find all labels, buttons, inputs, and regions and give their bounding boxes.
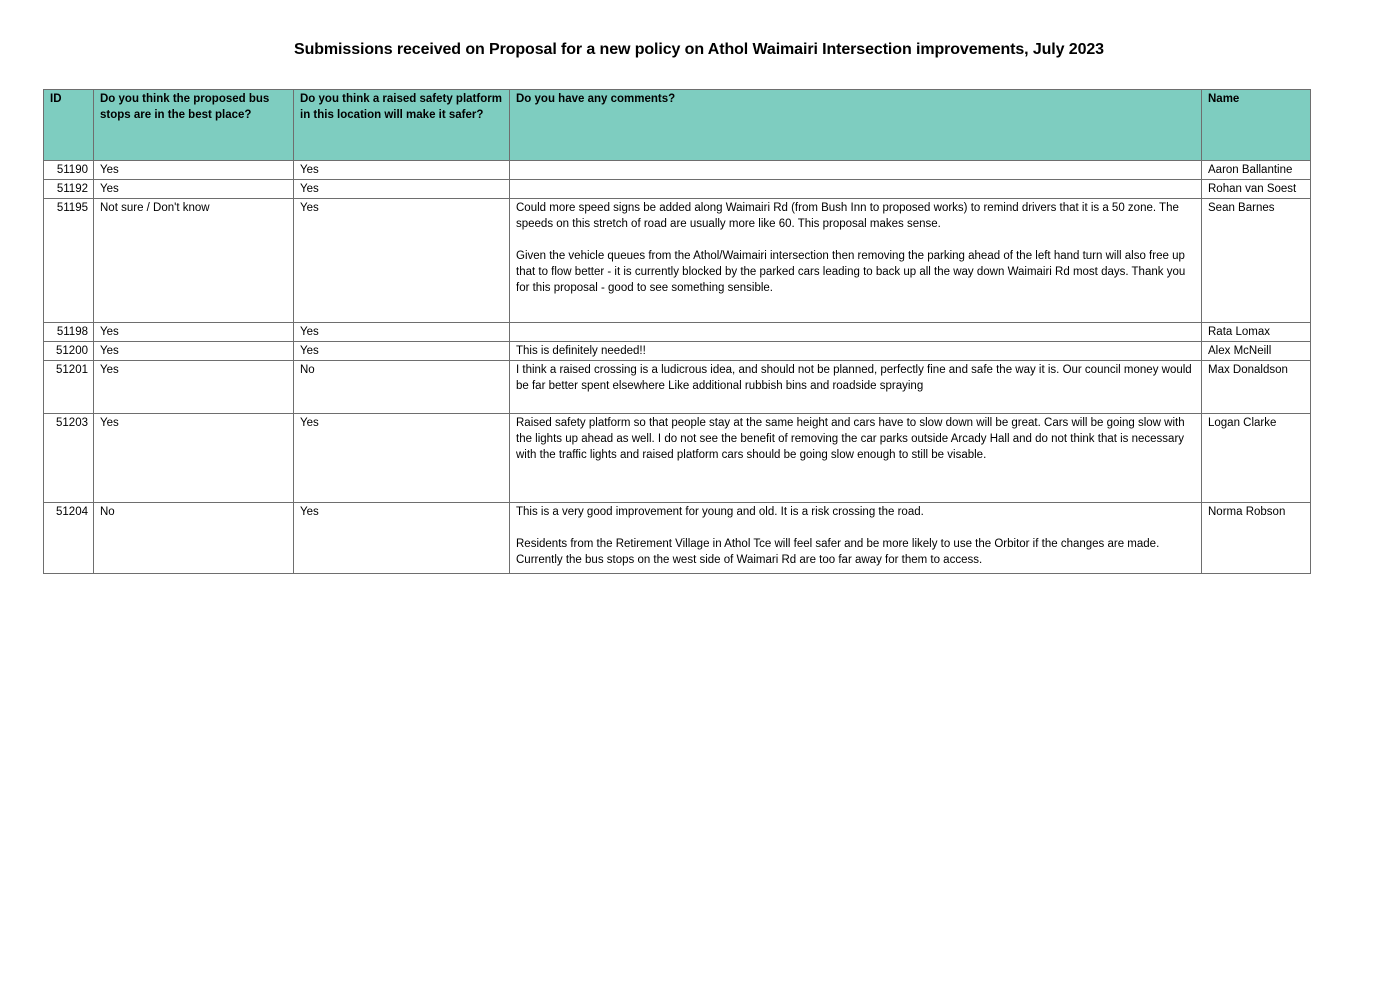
- cell-platform: Yes: [294, 342, 510, 361]
- comment-paragraph: This is definitely needed!!: [516, 345, 646, 357]
- cell-comments: [510, 161, 1202, 180]
- table-row: [44, 323, 1311, 342]
- cell-name: Rohan van Soest: [1202, 180, 1311, 199]
- document-title: Submissions received on Proposal for a new policy on Athol Waimairi Intersection improvements, July 2023: [294, 41, 1104, 58]
- cell-name: Sean Barnes: [1202, 199, 1311, 323]
- cell-name: Aaron Ballantine: [1202, 161, 1311, 180]
- table-row: [44, 199, 1311, 323]
- cell-bus-stops: No: [94, 503, 294, 574]
- cell-platform: Yes: [294, 161, 510, 180]
- header-comments: Do you have any comments?: [510, 90, 1202, 161]
- cell-name: Logan Clarke: [1202, 414, 1311, 503]
- cell-platform: Yes: [294, 323, 510, 342]
- cell-comments: [510, 199, 1202, 323]
- cell-bus-stops: Yes: [94, 342, 294, 361]
- cell-name: Norma Robson: [1202, 503, 1311, 574]
- table-row: [44, 414, 1311, 503]
- cell-bus-stops: Yes: [94, 323, 294, 342]
- header-bus-stops: Do you think the proposed bus stops are in the best place?: [94, 90, 294, 161]
- cell-name: Alex McNeill: [1202, 342, 1311, 361]
- cell-platform: Yes: [294, 503, 510, 574]
- cell-comments: [510, 361, 1202, 414]
- cell-bus-stops: Yes: [94, 161, 294, 180]
- table-row: [44, 361, 1311, 414]
- cell-comments: [510, 323, 1202, 342]
- cell-id: 51195: [44, 199, 94, 323]
- submissions-table: [43, 89, 1311, 574]
- cell-id: 51203: [44, 414, 94, 503]
- table-row: [44, 180, 1311, 199]
- table-header-row: [44, 90, 1311, 161]
- cell-platform: Yes: [294, 414, 510, 503]
- cell-platform: No: [294, 361, 510, 414]
- cell-bus-stops: Not sure / Don't know: [94, 199, 294, 323]
- cell-id: 51201: [44, 361, 94, 414]
- header-id: ID: [44, 90, 94, 161]
- cell-comments: [510, 342, 1202, 361]
- cell-comments: [510, 180, 1202, 199]
- comment-paragraph: I think a raised crossing is a ludicrous idea, and should not be planned, perfectly fine and safe the way it is. Our council money would be far better spent elsewhere Like additional rubbish bins and roadside spraying: [516, 364, 1192, 392]
- header-platform: Do you think a raised safety platform in this location will make it safer?: [294, 90, 510, 161]
- cell-name: Max Donaldson: [1202, 361, 1311, 414]
- cell-comments: [510, 414, 1202, 503]
- cell-bus-stops: Yes: [94, 180, 294, 199]
- table-body: [44, 161, 1311, 574]
- comment-paragraph: Raised safety platform so that people stay at the same height and cars have to slow down will be great. Cars will be going slow with the lights up ahead as well. I do not see the benefit of removing the car parks outside Arcady Hall and do not think that is necessary with the traffic lights and raised platform cars should be going slow enough to still be visable.: [516, 417, 1185, 461]
- table-row: [44, 342, 1311, 361]
- table-row: [44, 161, 1311, 180]
- cell-id: 51192: [44, 180, 94, 199]
- cell-id: 51190: [44, 161, 94, 180]
- comment-paragraph: Residents from the Retirement Village in Athol Tce will feel safer and be more likely to use the Orbitor if the changes are made. Currently the bus stops on the west side of Waimari Rd are too far away for them to access.: [516, 538, 1160, 566]
- cell-name: Rata Lomax: [1202, 323, 1311, 342]
- cell-id: 51200: [44, 342, 94, 361]
- cell-comments: [510, 503, 1202, 574]
- table-row: [44, 503, 1311, 574]
- cell-platform: Yes: [294, 180, 510, 199]
- comment-paragraph: This is a very good improvement for young and old. It is a risk crossing the road.: [516, 506, 924, 518]
- comment-paragraph: Could more speed signs be added along Waimairi Rd (from Bush Inn to proposed works) to remind drivers that it is a 50 zone. The speeds on this stretch of road are usually more like 60. This proposal makes sense.: [516, 202, 1179, 230]
- cell-bus-stops: Yes: [94, 414, 294, 503]
- header-name: Name: [1202, 90, 1311, 161]
- cell-bus-stops: Yes: [94, 361, 294, 414]
- cell-id: 51204: [44, 503, 94, 574]
- cell-id: 51198: [44, 323, 94, 342]
- cell-platform: Yes: [294, 199, 510, 323]
- comment-paragraph: Given the vehicle queues from the Athol/Waimairi intersection then removing the parking ahead of the left hand turn will also free up that to flow better - it is currently blocked by the parked cars leading to back up all the way down Waimairi Rd most days. Thank you for this proposal - good to see something sensible.: [516, 250, 1186, 294]
